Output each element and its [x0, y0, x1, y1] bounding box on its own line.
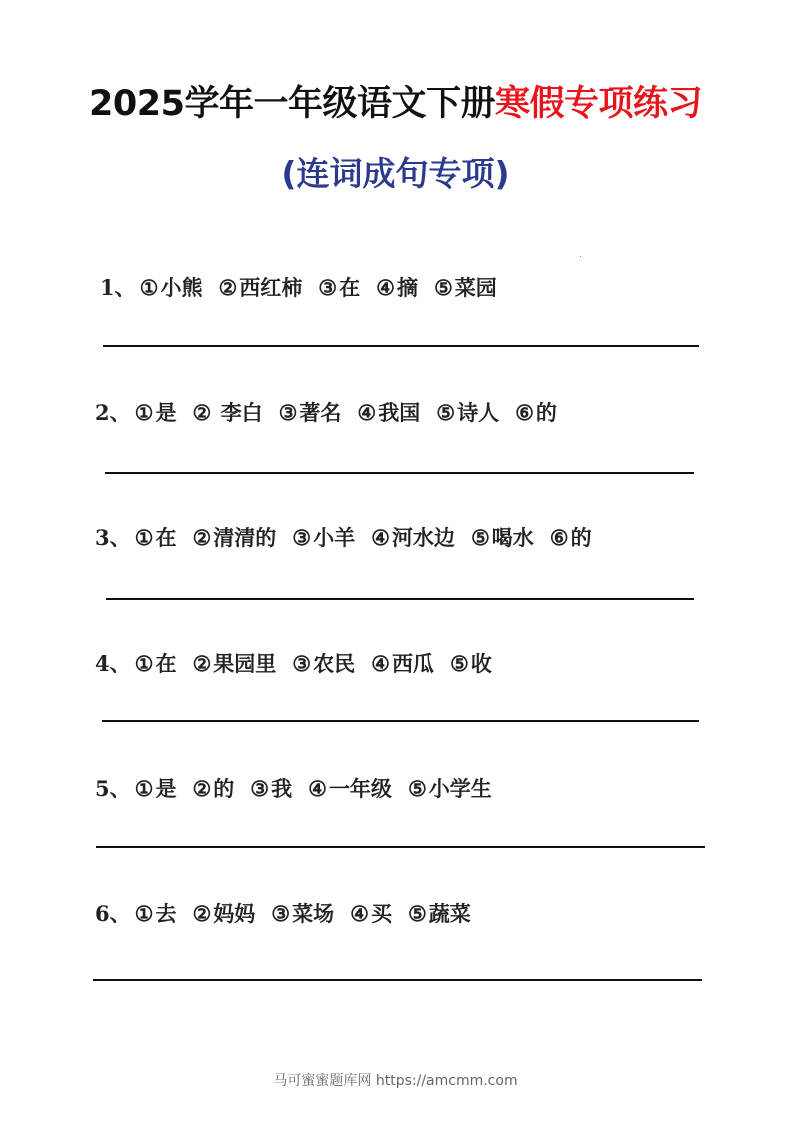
- word-index-mark: ③: [318, 275, 338, 300]
- title-accent: 寒假专项练习: [494, 84, 702, 124]
- question-number: 4、: [95, 651, 131, 676]
- word-chip: [308, 773, 392, 803]
- word-text: 诗人: [457, 400, 500, 425]
- word-chip: [357, 397, 420, 427]
- word-text: 妈妈: [213, 901, 256, 926]
- word-index-mark: ③: [250, 776, 270, 801]
- word-text: 清清的: [213, 525, 277, 550]
- word-index-mark: ②: [192, 400, 212, 425]
- answer-line[interactable]: [102, 720, 699, 722]
- stray-dot: [580, 256, 581, 257]
- question-prompt: [95, 522, 608, 552]
- word-text: 在: [155, 525, 177, 550]
- page-subtitle: (连词成句专项): [281, 154, 510, 193]
- word-index-mark: ⑥: [549, 525, 569, 550]
- word-chip: [371, 648, 434, 678]
- word-text: 小羊: [313, 525, 356, 550]
- word-chip: [135, 898, 177, 928]
- word-text: 农民: [313, 651, 356, 676]
- question-number: 5、: [95, 776, 131, 801]
- word-chip: [292, 522, 355, 552]
- word-text: 小学生: [428, 776, 492, 801]
- word-chip: [350, 898, 392, 928]
- word-chip: [450, 648, 492, 678]
- word-index-mark: ③: [271, 901, 291, 926]
- question-prompt: [100, 272, 513, 302]
- word-index-mark: ③: [278, 400, 298, 425]
- word-chip: [135, 648, 177, 678]
- word-text: 著名: [299, 400, 342, 425]
- word-chip: [135, 397, 177, 427]
- question-number: 1、: [100, 275, 136, 300]
- word-text: 买: [370, 901, 392, 926]
- word-text: 喝水: [491, 525, 534, 550]
- word-index-mark: ④: [357, 400, 377, 425]
- word-chip: [318, 272, 360, 302]
- word-index-mark: ①: [134, 525, 154, 550]
- word-text: 是: [155, 776, 177, 801]
- word-text: 一年级: [328, 776, 392, 801]
- word-text: 是: [155, 400, 177, 425]
- word-chip: [192, 397, 262, 427]
- question-number: 6、: [95, 901, 131, 926]
- word-text: 摘: [396, 275, 418, 300]
- word-chip: [408, 773, 492, 803]
- word-index-mark: ④: [308, 776, 327, 801]
- word-index-mark: ④: [371, 651, 390, 676]
- word-chip: [192, 898, 255, 928]
- word-chip: [271, 898, 334, 928]
- word-chip: [218, 272, 302, 302]
- word-text: 在: [339, 275, 361, 300]
- word-chip: [135, 773, 177, 803]
- word-index-mark: ①: [139, 275, 159, 300]
- word-text: 菜园: [454, 275, 497, 300]
- question-prompt: [95, 397, 573, 427]
- word-chip: [192, 522, 276, 552]
- word-index-mark: ①: [134, 776, 154, 801]
- word-text: 菜场: [292, 901, 335, 926]
- word-text: 去: [155, 901, 177, 926]
- word-text: 的: [535, 400, 557, 425]
- word-index-mark: ④: [350, 901, 369, 926]
- word-index-mark: ③: [292, 525, 312, 550]
- word-chip: [436, 397, 499, 427]
- word-index-mark: ②: [192, 901, 212, 926]
- word-text: 的: [570, 525, 592, 550]
- word-index-mark: ①: [134, 400, 154, 425]
- question-number: 2、: [95, 400, 131, 425]
- footer-watermark: 马可蜜蜜题库网 https://amcmm.com: [273, 1073, 518, 1089]
- question-prompt: [95, 773, 508, 803]
- word-index-mark: ⑤: [449, 651, 469, 676]
- question-prompt: [95, 648, 508, 678]
- word-index-mark: ④: [371, 525, 390, 550]
- question-prompt: [95, 898, 487, 928]
- word-text: 河水边: [391, 525, 455, 550]
- word-text: 李白: [213, 400, 263, 425]
- word-text: 蔬菜: [428, 901, 471, 926]
- title-prefix: 2025学年一年级语文下册: [89, 84, 495, 124]
- word-chip: [434, 272, 497, 302]
- page-title: [0, 76, 791, 126]
- answer-line[interactable]: [105, 472, 694, 474]
- word-index-mark: ⑤: [436, 400, 456, 425]
- word-index-mark: ②: [192, 651, 212, 676]
- word-chip: [515, 397, 557, 427]
- word-chip: [371, 522, 455, 552]
- answer-line[interactable]: [103, 345, 699, 347]
- answer-line[interactable]: [93, 979, 702, 981]
- word-text: 西瓜: [391, 651, 434, 676]
- word-chip: [140, 272, 203, 302]
- word-text: 在: [155, 651, 177, 676]
- word-index-mark: ①: [134, 651, 154, 676]
- word-chip: [135, 522, 177, 552]
- word-chip: [192, 773, 234, 803]
- word-chip: [550, 522, 592, 552]
- word-index-mark: ②: [192, 525, 212, 550]
- word-text: 我国: [378, 400, 421, 425]
- word-text: 西红柿: [239, 275, 303, 300]
- word-index-mark: ③: [292, 651, 312, 676]
- word-chip: [292, 648, 355, 678]
- word-index-mark: ⑤: [470, 525, 490, 550]
- word-text: 果园里: [213, 651, 277, 676]
- word-index-mark: ⑥: [515, 400, 534, 425]
- word-chip: [376, 272, 418, 302]
- word-chip: [192, 648, 276, 678]
- answer-line[interactable]: [106, 598, 694, 600]
- answer-line[interactable]: [96, 846, 705, 848]
- word-chip: [408, 898, 471, 928]
- word-index-mark: ⑤: [433, 275, 453, 300]
- word-index-mark: ①: [134, 901, 154, 926]
- word-index-mark: ②: [192, 776, 212, 801]
- question-number: 3、: [95, 525, 131, 550]
- word-text: 的: [213, 776, 235, 801]
- word-index-mark: ④: [376, 275, 395, 300]
- word-index-mark: ②: [218, 275, 238, 300]
- word-chip: [250, 773, 292, 803]
- word-chip: [279, 397, 342, 427]
- word-index-mark: ⑤: [407, 776, 427, 801]
- word-text: 小熊: [160, 275, 203, 300]
- word-index-mark: ⑤: [407, 901, 427, 926]
- word-text: 收: [470, 651, 492, 676]
- word-text: 我: [271, 776, 293, 801]
- word-chip: [471, 522, 534, 552]
